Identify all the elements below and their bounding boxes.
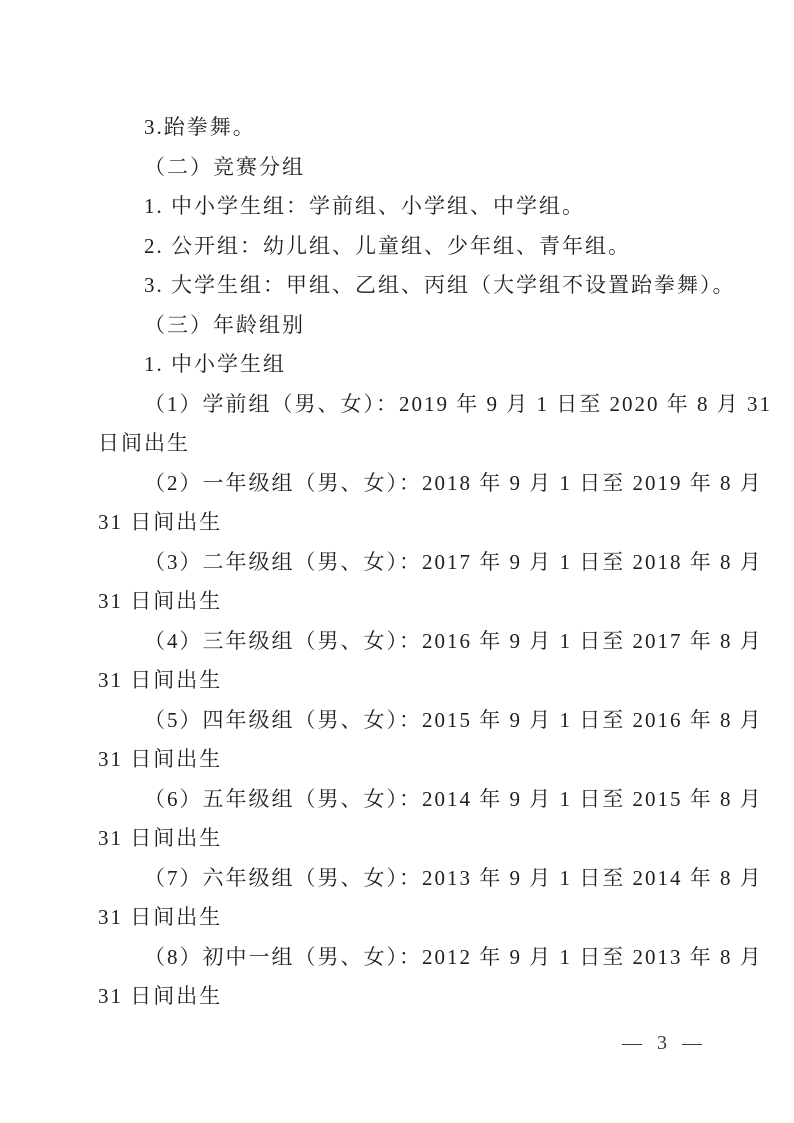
section-heading: （三）年龄组别 [144,312,305,337]
document-line: （1）学前组（男、女）：2019 年 9 月 1 日至 2020 年 8 月 31 [144,391,772,416]
document-line: 日间出生 [98,431,190,455]
document-line: 31 日间出生 [98,905,223,929]
document-line: （5）四年级组（男、女）：2015 年 9 月 1 日至 2016 年 8 月 [144,707,763,732]
document-line: （7）六年级组（男、女）：2013 年 9 月 1 日至 2014 年 8 月 [144,865,763,890]
document-line: 3.跆拳舞。 [144,115,256,139]
document-line: 31 日间出生 [98,510,223,534]
document-line: 31 日间出生 [98,589,223,613]
document-line: （2）一年级组（男、女）：2018 年 9 月 1 日至 2019 年 8 月 [144,470,763,495]
document-line: 31 日间出生 [98,747,223,771]
document-line: 1. 中小学生组 [144,352,286,376]
document-line: （4）三年级组（男、女）：2016 年 9 月 1 日至 2017 年 8 月 [144,628,763,653]
document-body [98,108,772,1017]
document-line: 31 日间出生 [98,668,223,692]
document-line: 31 日间出生 [98,826,223,850]
document-line: 2. 公开组：幼儿组、儿童组、少年组、青年组。 [144,233,631,258]
document-line: （6）五年级组（男、女）：2014 年 9 月 1 日至 2015 年 8 月 [144,786,763,811]
document-line: 3. 大学生组：甲组、乙组、丙组（大学组不设置跆拳舞）。 [144,273,736,297]
page-number: — 3 — [622,1032,703,1054]
document-line: （3）二年级组（男、女）：2017 年 9 月 1 日至 2018 年 8 月 [144,549,763,574]
document-line: 1. 中小学生组：学前组、小学组、中学组。 [144,194,585,218]
document-line: 31 日间出生 [98,984,223,1008]
section-heading: （二）竞赛分组 [144,154,305,179]
document-line: （8）初中一组（男、女）：2012 年 9 月 1 日至 2013 年 8 月 [144,944,763,969]
